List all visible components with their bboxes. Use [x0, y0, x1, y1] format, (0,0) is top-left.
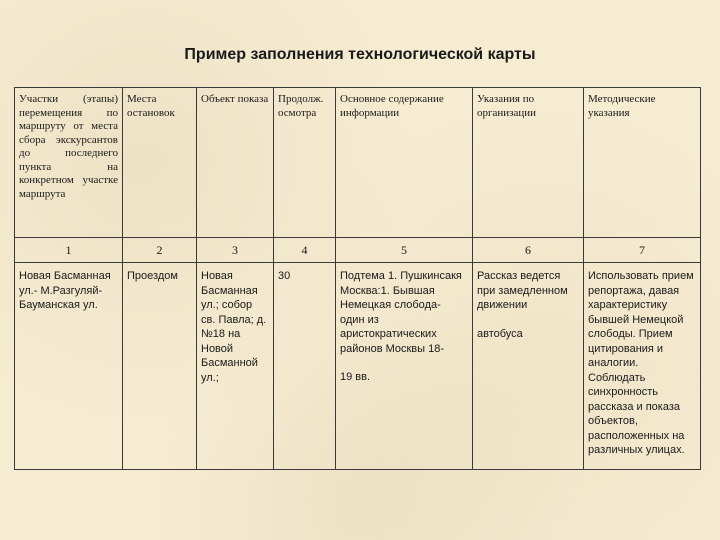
object-cell: Новая Басманная ул.; собор св. Павла; д. №18 на Новой Басманной ул.;	[197, 263, 274, 470]
tech-map-table	[14, 87, 701, 470]
organization-tail-text: автобуса	[477, 327, 523, 340]
column-header-methods: Методические указания	[584, 88, 701, 238]
page-title: Пример заполнения технологической карты	[184, 46, 536, 63]
header-row	[15, 88, 701, 238]
column-header-content: Основное содержание информации	[336, 88, 473, 238]
table-row	[15, 263, 701, 470]
column-number: 3	[197, 238, 274, 263]
column-number-row	[15, 238, 701, 263]
column-number: 2	[123, 238, 197, 263]
content-tail-text: 19 вв.	[340, 371, 371, 383]
stop-cell: Проездом	[123, 263, 197, 470]
column-header-organization: Указания по организации	[473, 88, 584, 238]
content-cell	[336, 263, 473, 470]
column-number: 7	[584, 238, 701, 263]
content-main-text: Подтема 1. Пушкинсакя Москва:1. Бывшая Немецкая слобода- один из аристократических районов Москвы 18-	[340, 270, 462, 355]
column-header-stops: Места остановок	[123, 88, 197, 238]
organization-cell	[473, 263, 584, 470]
column-header-segments: Участки (этапы) перемещения по маршруту от места сбора экскурсантов до последнего пункта на конкретном участке маршрута	[15, 88, 123, 238]
organization-main-text: Рассказ ведется при замедленном движении	[477, 270, 568, 311]
duration-cell: 30	[274, 263, 336, 470]
column-number: 6	[473, 238, 584, 263]
segment-cell: Новая Басманная ул.- М.Разгуляй-Бауманская ул.	[15, 263, 123, 470]
methods-cell: Использовать прием репортажа, давая характеристику бывшей Немецкой слободы. Прием цитирования и аналогии. Соблюдать синхронность рассказа и показа объектов, расположенных на различных улицах.	[584, 263, 701, 470]
column-header-duration: Продолж. осмотра	[274, 88, 336, 238]
column-number: 5	[336, 238, 473, 263]
column-number: 4	[274, 238, 336, 263]
column-header-object: Объект показа	[197, 88, 274, 238]
column-number: 1	[15, 238, 123, 263]
